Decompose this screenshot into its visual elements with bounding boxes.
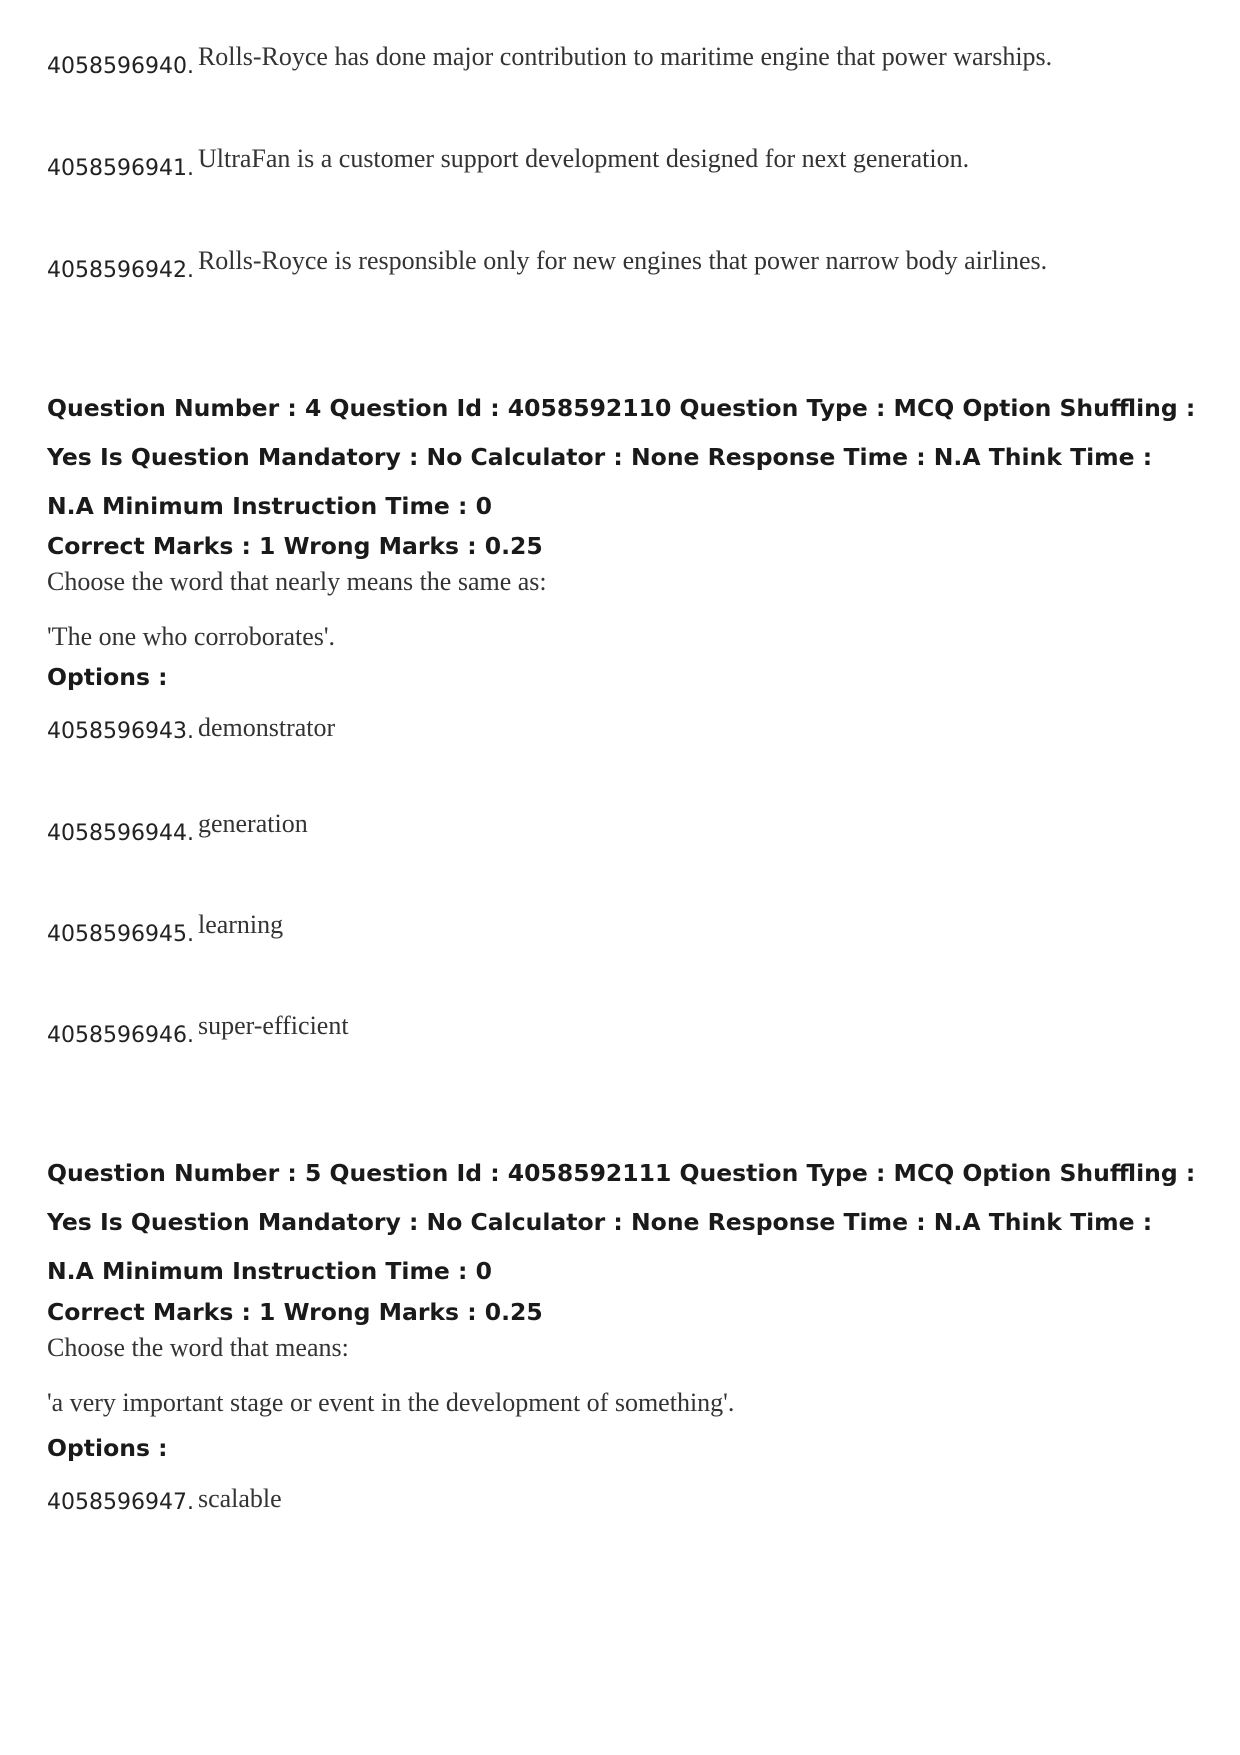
- option-id: 4058596943.: [47, 719, 194, 744]
- option-text: generation: [197, 809, 308, 838]
- option-row: [47, 42, 1053, 80]
- option-id: 4058596946.: [47, 1023, 194, 1048]
- question-5-stem-line-2: 'a very important stage or event in the development of something'.: [47, 1388, 735, 1417]
- option-row: [47, 910, 284, 948]
- option-text: Rolls-Royce has done major contribution to maritime engine that power warships.: [197, 42, 1053, 71]
- option-row: [47, 144, 970, 182]
- option-text: scalable: [197, 1484, 282, 1513]
- question-5-options-label: Options :: [47, 1434, 168, 1462]
- option-text: UltraFan is a customer support development designed for next generation.: [197, 144, 970, 173]
- option-row: [47, 1486, 282, 1516]
- question-4-metadata: Question Number : 4 Question Id : 4058592110 Question Type : MCQ Option Shuffling : Yes Is Question Mandatory : No Calculator : None Response Time : N.A Think Time : N.A Minimum Instruction Time : 0: [47, 394, 1196, 520]
- option-text: demonstrator: [197, 713, 336, 742]
- option-id: 4058596944.: [47, 821, 194, 846]
- option-id: 4058596947.: [47, 1490, 194, 1515]
- option-row: [47, 715, 335, 745]
- option-text: learning: [197, 910, 284, 939]
- question-4-stem-line-1: Choose the word that nearly means the same as:: [47, 567, 547, 596]
- question-4-stem-line-2: 'The one who corroborates'.: [47, 622, 336, 651]
- option-id: 4058596941.: [47, 156, 194, 181]
- option-text: Rolls-Royce is responsible only for new engines that power narrow body airlines.: [197, 246, 1048, 275]
- option-id: 4058596942.: [47, 258, 194, 283]
- option-row: [47, 246, 1048, 284]
- option-row: [47, 809, 308, 847]
- option-row: [47, 1011, 349, 1049]
- question-5-marks: Correct Marks : 1 Wrong Marks : 0.25: [47, 1298, 543, 1326]
- question-5-stem-line-1: Choose the word that means:: [47, 1333, 349, 1362]
- option-text: super-efficient: [197, 1011, 349, 1040]
- question-5-metadata: Question Number : 5 Question Id : 4058592111 Question Type : MCQ Option Shuffling : Yes Is Question Mandatory : No Calculator : None Response Time : N.A Think Time : N.A Minimum Instruction Time : 0: [47, 1159, 1196, 1285]
- option-id: 4058596940.: [47, 54, 194, 79]
- option-id: 4058596945.: [47, 922, 194, 947]
- question-4-marks: Correct Marks : 1 Wrong Marks : 0.25: [47, 532, 543, 560]
- question-4-options-label: Options :: [47, 663, 168, 691]
